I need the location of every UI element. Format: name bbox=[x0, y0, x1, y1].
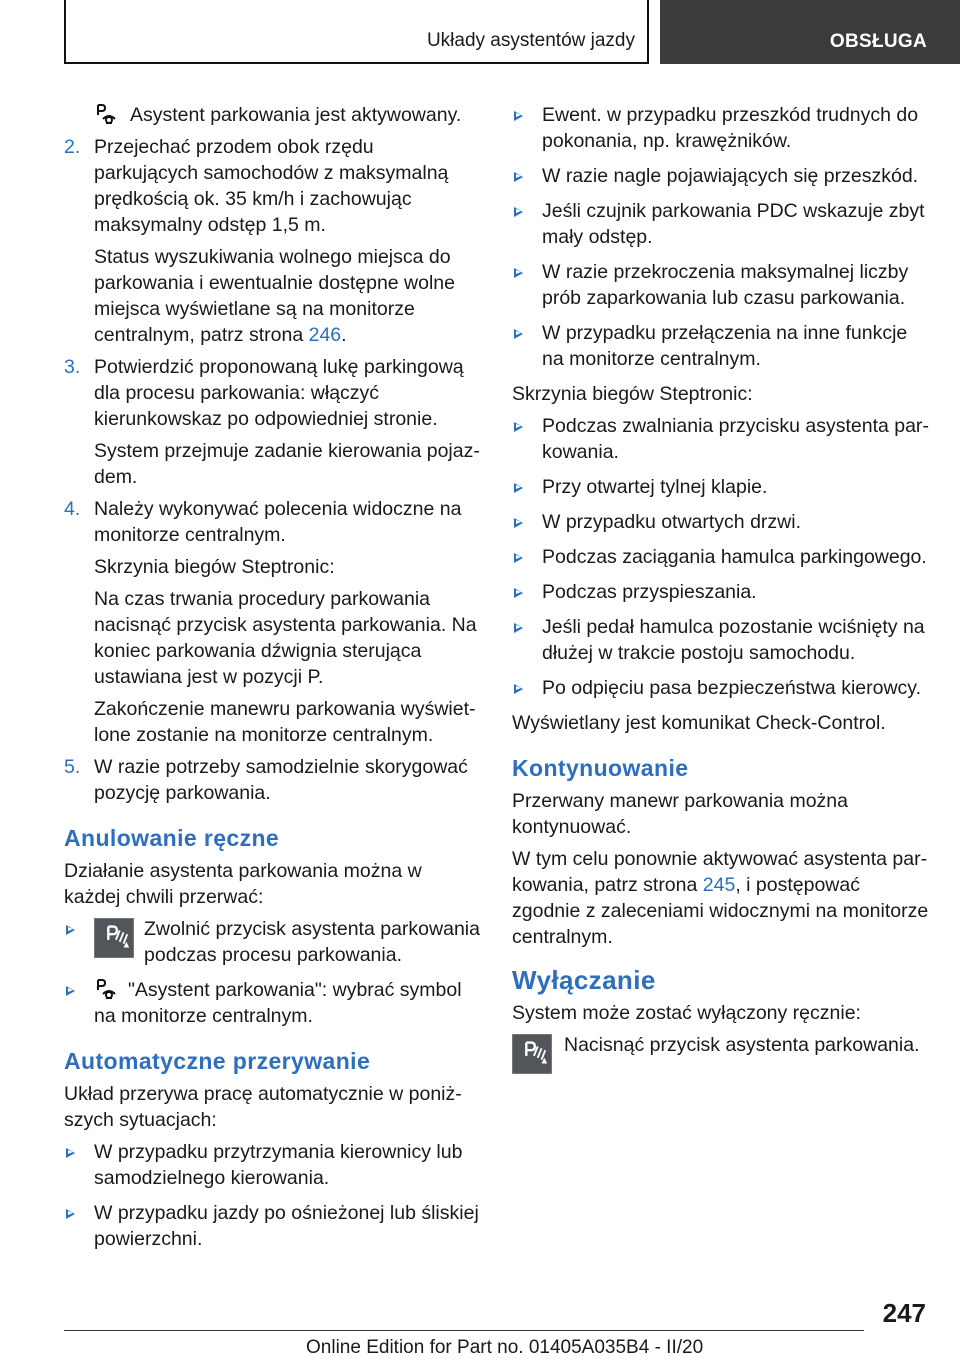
heading-continue: Kontynuowanie bbox=[512, 755, 689, 781]
step-text: Przejechać przodem obok rzędu parkujących samochodów z maksymalną prędkością ok. 35 km/h i zachowując maksymalny odstęp 1,5 m. bbox=[94, 136, 449, 236]
list-item-text: W przypadku otwartych drzwi. bbox=[542, 511, 801, 533]
bullet-triangle-icon bbox=[514, 172, 523, 182]
continue-text: Przerwany manewr parkowania można kontynuować. bbox=[512, 790, 848, 838]
chapter-tab bbox=[660, 0, 960, 64]
list-item-text: W przypadku przytrzymania kierownicy lub samodzielnego kierowania. bbox=[94, 1141, 463, 1189]
step-text: Potwierdzić proponowaną lukę parkingową dla procesu parkowania: włączyć kierunkowskaz po odpowiedniej stronie. bbox=[94, 356, 464, 430]
list-item-text: Przy otwartej tylnej klapie. bbox=[542, 476, 768, 498]
bullet-triangle-icon bbox=[514, 111, 523, 121]
bullet-triangle-icon bbox=[66, 925, 75, 935]
steptronic-label: Skrzynia biegów Steptronic: bbox=[512, 383, 753, 405]
step-3 bbox=[64, 354, 480, 432]
parking-button-icon bbox=[94, 918, 134, 958]
step-text: W razie potrzeby samodzielnie skorygować pozycję parkowania. bbox=[94, 756, 468, 804]
continue-text-2 bbox=[512, 846, 932, 950]
bullet-triangle-icon bbox=[514, 553, 523, 563]
step-2 bbox=[64, 134, 480, 238]
parking-button-icon bbox=[512, 1034, 552, 1074]
off-action-text: Nacisnąć przycisk asystenta parkowania. bbox=[564, 1034, 920, 1056]
bullet-triangle-icon bbox=[514, 684, 523, 694]
bullet-triangle-icon bbox=[514, 588, 523, 598]
bullet-triangle-icon bbox=[514, 422, 523, 432]
step-4-detail-1: Skrzynia biegów Steptronic: bbox=[94, 556, 335, 578]
chapter-tab-label: OBSŁUGA bbox=[829, 31, 927, 52]
auto-text: Układ przerywa pracę automatycznie w poniższych sytuacjach: bbox=[64, 1083, 462, 1131]
list-item-text: Ewent. w przypadku przeszkód trudnych do pokonania, np. krawężników. bbox=[542, 104, 919, 152]
list-item bbox=[64, 1200, 480, 1252]
list-item bbox=[64, 1139, 480, 1191]
bullet-triangle-icon bbox=[514, 329, 523, 339]
bullet-triangle-icon bbox=[66, 1148, 75, 1158]
continue-text-2b: , i postępować zgodnie z zaleceniami widocznymi na monitorze centralnym. bbox=[512, 874, 929, 948]
list-item-text: Jeśli czujnik parkowania PDC wskazuje zbyt mały odstęp. bbox=[542, 200, 925, 248]
heading-switch-off: Wyłączanie bbox=[512, 965, 656, 995]
page-link-245[interactable]: 245 bbox=[702, 874, 736, 896]
list-item bbox=[512, 413, 932, 465]
list-item-text: Po odpięciu pasa bezpieczeństwa kierowcy. bbox=[542, 677, 922, 699]
list-item bbox=[512, 259, 932, 311]
step-2-detail-text: Status wyszukiwania wolnego miejsca do parkowania i ewentualnie dostępne wolne miejsca wyświetlane są na monitorze centralnym, patrz strona bbox=[94, 246, 455, 346]
list-item bbox=[512, 509, 932, 535]
cancel-text: Działanie asystenta parkowania można w każdej chwili przerwać: bbox=[64, 860, 422, 908]
bullet-triangle-icon bbox=[514, 268, 523, 278]
intro-text: Asystent parkowania jest aktywowany. bbox=[130, 104, 462, 126]
list-item bbox=[512, 198, 932, 250]
header-frame bbox=[64, 0, 649, 64]
step-number: 3. bbox=[64, 356, 81, 378]
left-column bbox=[64, 102, 480, 1261]
list-item-text: Podczas przyspieszania. bbox=[542, 581, 757, 603]
step-number: 4. bbox=[64, 498, 81, 520]
off-action bbox=[512, 1032, 932, 1076]
step-4-detail-3: Zakończenie manewru parkowania wyświetlone zostanie na monitorze centralnym. bbox=[94, 698, 476, 746]
step-number: 5. bbox=[64, 756, 81, 778]
step-2-detail-end: . bbox=[341, 324, 347, 346]
list-item bbox=[512, 102, 932, 154]
step-5 bbox=[64, 754, 480, 806]
right-column bbox=[512, 102, 932, 1076]
bullet-triangle-icon bbox=[514, 623, 523, 633]
step-4 bbox=[64, 496, 480, 548]
step-3-detail: System przejmuje zadanie kierowania pojazdem. bbox=[94, 440, 480, 488]
list-item-text: W przypadku przełączenia na inne funkcje na monitorze centralnym. bbox=[542, 322, 908, 370]
list-item-text: W razie przekroczenia maksymalnej liczby prób zaparkowania lub czasu parkowania. bbox=[542, 261, 909, 309]
section-title: Układy asystentów jazdy bbox=[426, 30, 635, 51]
page-number: 247 bbox=[882, 1298, 926, 1328]
heading-manual-cancel: Anulowanie ręczne bbox=[64, 825, 280, 851]
step-4-detail-2: Na czas trwania procedury parkowania nacisnąć przycisk asystenta parkowania. Na koniec parkowania dźwignia sterująca ustawiana jest w pozycji P. bbox=[94, 588, 477, 688]
list-item bbox=[512, 675, 932, 701]
list-item-text: Podczas zwalniania przycisku asystenta parkowania. bbox=[542, 415, 929, 463]
list-item-text: Zwolnić przycisk asystenta parkowania podczas procesu parkowania. bbox=[144, 918, 480, 966]
step-number: 2. bbox=[64, 136, 81, 158]
list-item bbox=[512, 163, 932, 189]
footer-edition: Online Edition for Part no. 01405A035B4 - II/20 bbox=[306, 1337, 704, 1358]
continue-text-2a: W tym celu ponownie aktywować asystenta parkowania, patrz strona bbox=[512, 848, 928, 896]
page-link-246[interactable]: 246 bbox=[308, 324, 342, 346]
parking-assistant-icon bbox=[94, 978, 120, 1000]
step-2-detail bbox=[64, 244, 480, 348]
list-item bbox=[512, 320, 932, 372]
list-item bbox=[512, 544, 932, 570]
list-item-text: Jeśli pedał hamulca pozostanie wciśnięty na dłużej w trakcie postoju samochodu. bbox=[542, 616, 925, 664]
bullet-triangle-icon bbox=[514, 483, 523, 493]
footer-divider bbox=[64, 1330, 864, 1331]
list-item-text: W przypadku jazdy po ośnieżonej lub śliskiej powierzchni. bbox=[94, 1202, 479, 1250]
list-item-text: W razie nagle pojawiających się przeszkód. bbox=[542, 165, 919, 187]
step-text: Należy wykonywać polecenia widoczne na monitorze centralnym. bbox=[94, 498, 462, 546]
off-text: System może zostać wyłączony ręcznie: bbox=[512, 1002, 861, 1024]
check-control-text: Wyświetlany jest komunikat Check-Control. bbox=[512, 712, 886, 734]
list-item bbox=[64, 977, 480, 1029]
bullet-triangle-icon bbox=[66, 986, 75, 996]
list-item bbox=[512, 474, 932, 500]
list-item bbox=[64, 916, 480, 968]
list-item bbox=[512, 579, 932, 605]
list-item bbox=[512, 614, 932, 666]
list-item-text: Podczas zaciągania hamulca parkingowego. bbox=[542, 546, 927, 568]
list-item-text: "Asystent parkowania": wybrać symbol na monitorze centralnym. bbox=[94, 979, 462, 1027]
parking-assistant-icon bbox=[94, 103, 120, 125]
bullet-triangle-icon bbox=[514, 518, 523, 528]
heading-automatic-stop: Automatyczne przerywanie bbox=[64, 1048, 371, 1074]
bullet-triangle-icon bbox=[514, 207, 523, 217]
intro-line bbox=[64, 102, 480, 128]
bullet-triangle-icon bbox=[66, 1209, 75, 1219]
